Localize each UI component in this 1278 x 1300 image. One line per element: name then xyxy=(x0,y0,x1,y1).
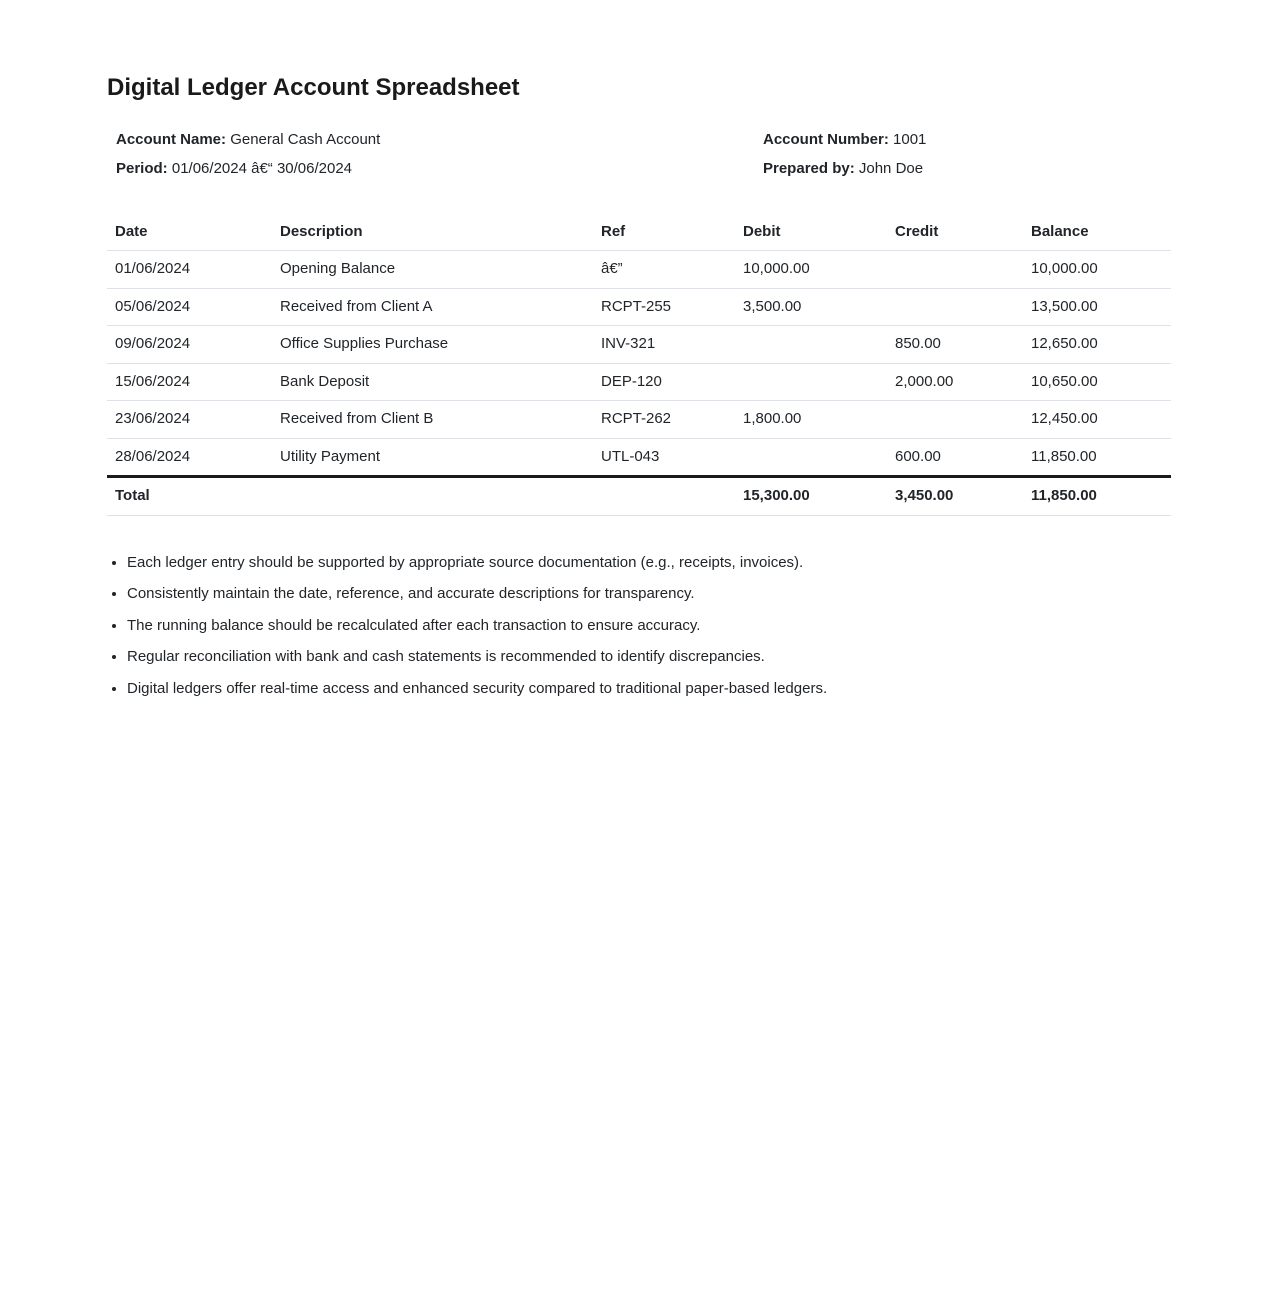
table-row xyxy=(107,401,1171,439)
note-item: • The running balance should be recalculated after each transaction to ensure accuracy. xyxy=(127,615,1171,638)
account-number-value: 1001 xyxy=(893,130,927,148)
cell-date: 23/06/2024 xyxy=(107,401,272,439)
prepared-by-value: John Doe xyxy=(858,160,924,178)
column-header-credit: Credit xyxy=(887,214,1023,251)
cell-ref: DEP-120 xyxy=(593,363,735,401)
cell-credit: 2,000.00 xyxy=(887,363,1023,401)
column-header-date: Date xyxy=(107,214,272,251)
notes-list xyxy=(107,552,1171,701)
total-label: Total xyxy=(107,477,272,516)
total-description-empty xyxy=(272,477,593,516)
cell-credit: 850.00 xyxy=(887,326,1023,364)
cell-balance: 10,650.00 xyxy=(1023,363,1171,401)
cell-ref: â€” xyxy=(593,251,735,289)
cell-credit xyxy=(887,401,1023,439)
cell-credit: 600.00 xyxy=(895,447,941,465)
cell-balance: 12,450.00 xyxy=(1023,401,1171,439)
total-credit: 3,450.00 xyxy=(887,477,1023,516)
period-label: Period: xyxy=(116,160,168,178)
account-name-label: Account Name: xyxy=(116,130,227,148)
cell-credit xyxy=(887,251,1023,289)
column-header-description: Description xyxy=(272,214,593,251)
cell-balance: 12,650.00 xyxy=(1023,326,1171,364)
cell-ref: RCPT-262 xyxy=(593,401,735,439)
cell-ref: INV-321 xyxy=(593,326,735,364)
cell-ref: UTL-043 xyxy=(601,447,660,465)
table-header-row xyxy=(107,214,1171,251)
table-row xyxy=(107,438,1171,477)
cell-credit xyxy=(887,288,1023,326)
column-header-debit: Debit xyxy=(735,214,887,251)
table-row xyxy=(107,363,1171,401)
note-item: • Each ledger entry should be supported by appropriate source documentation (e.g., receipts, invoices). xyxy=(127,552,1171,575)
cell-date: 15/06/2024 xyxy=(107,363,272,401)
cell-description: Utility Payment xyxy=(280,447,381,465)
account-meta-right xyxy=(763,129,1171,188)
account-meta xyxy=(107,129,1171,188)
cell-debit: 10,000.00 xyxy=(735,251,887,289)
period-value: 01/06/2024 â€“ 30/06/2024 xyxy=(171,160,353,178)
note-item: • Regular reconciliation with bank and cash statements is recommended to identify discrepancies. xyxy=(127,646,1171,669)
cell-description: Office Supplies Purchase xyxy=(272,326,593,364)
account-meta-left xyxy=(107,129,763,188)
cell-balance: 10,000.00 xyxy=(1023,251,1171,289)
account-name-row xyxy=(116,129,763,152)
column-header-ref: Ref xyxy=(593,214,735,251)
prepared-by-label: Prepared by: xyxy=(763,160,855,178)
cell-balance: 13,500.00 xyxy=(1023,288,1171,326)
cell-date: 05/06/2024 xyxy=(107,288,272,326)
ledger-document xyxy=(107,0,1171,700)
account-number-label: Account Number: xyxy=(763,130,889,148)
cell-date: 01/06/2024 xyxy=(107,251,272,289)
account-number-row xyxy=(763,129,1171,152)
period-row xyxy=(116,158,763,181)
cell-description: Received from Client B xyxy=(272,401,593,439)
prepared-by-row xyxy=(763,158,1171,181)
total-ref-empty xyxy=(593,477,735,516)
cell-debit xyxy=(735,363,887,401)
total-row xyxy=(107,477,1171,516)
table-row xyxy=(107,288,1171,326)
cell-description: Received from Client A xyxy=(272,288,593,326)
cell-description: Bank Deposit xyxy=(272,363,593,401)
column-header-balance: Balance xyxy=(1023,214,1171,251)
cell-description: Opening Balance xyxy=(272,251,593,289)
note-item: • Digital ledgers offer real-time access and enhanced security compared to traditional paper-based ledgers. xyxy=(127,678,1171,701)
cell-debit: 3,500.00 xyxy=(735,288,887,326)
cell-debit: 1,800.00 xyxy=(735,401,887,439)
table-row xyxy=(107,251,1171,289)
account-name-value: General Cash Account xyxy=(230,130,381,148)
ledger-table xyxy=(107,214,1171,516)
cell-ref: RCPT-255 xyxy=(593,288,735,326)
table-row xyxy=(107,326,1171,364)
total-debit: 15,300.00 xyxy=(735,477,887,516)
cell-date: 28/06/2024 xyxy=(115,447,191,465)
total-balance: 11,850.00 xyxy=(1023,477,1171,516)
cell-debit xyxy=(735,326,887,364)
page-title: Digital Ledger Account Spreadsheet xyxy=(107,74,520,101)
cell-balance: 11,850.00 xyxy=(1031,447,1097,465)
cell-date: 09/06/2024 xyxy=(107,326,272,364)
cell-debit xyxy=(735,438,887,477)
note-item: • Consistently maintain the date, reference, and accurate descriptions for transparency. xyxy=(127,583,1171,606)
